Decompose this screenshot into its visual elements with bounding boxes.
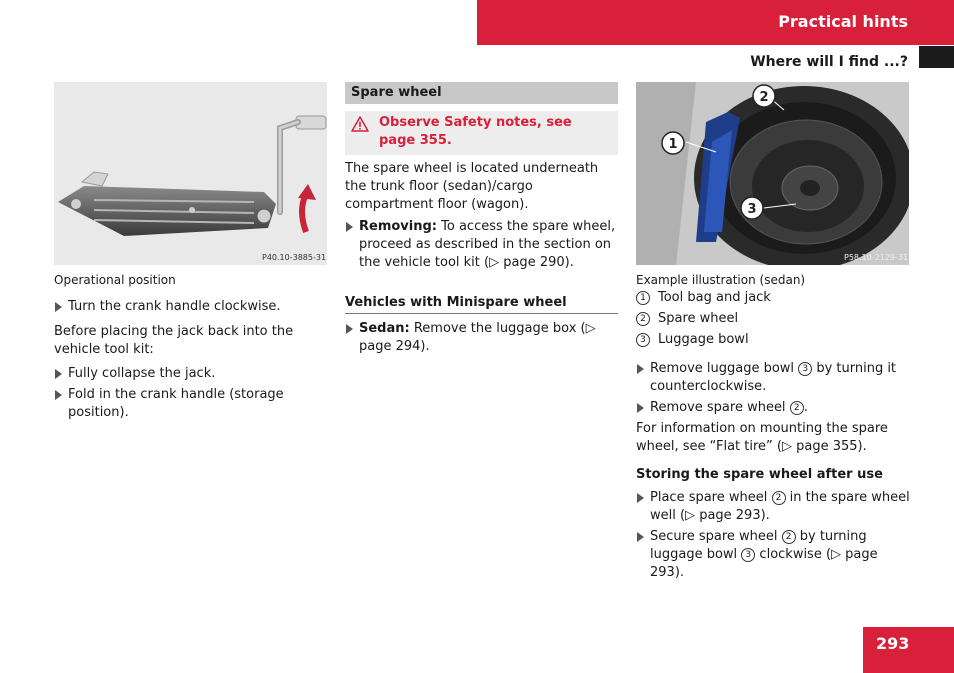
middle-column — [345, 82, 618, 356]
legend-item — [636, 289, 912, 307]
instruction-text: Remove spare wheel — [650, 400, 790, 415]
instruction-text: . — [803, 400, 808, 415]
legend-text: Spare wheel — [658, 311, 739, 326]
callout-number: 3 — [747, 202, 757, 217]
callout-2 — [753, 85, 775, 107]
image-code: P58.10-2129-31 — [844, 253, 909, 262]
jack-illustration — [54, 82, 327, 265]
callout-1 — [662, 132, 684, 154]
callout-number: 2 — [759, 90, 769, 105]
spare-wheel-drawing — [636, 82, 909, 265]
inline-number: 2 — [790, 401, 804, 415]
instruction-bullet — [636, 360, 912, 396]
figure-caption: Operational position — [54, 273, 176, 287]
section-subtitle: Where will I find ...? — [750, 54, 908, 70]
subsection-heading: Storing the spare wheel after use — [636, 467, 883, 482]
inline-number: 2 — [782, 530, 796, 544]
left-column-text — [54, 298, 330, 422]
instruction-bullet: Fold in the crank handle (storage position). — [54, 386, 330, 422]
warning-text-line: Observe Safety notes, see — [379, 115, 572, 130]
legend-text: Luggage bowl — [658, 332, 749, 347]
trunk-illustration — [636, 82, 909, 265]
warning-triangle-icon — [351, 116, 369, 138]
section-heading-spare-wheel: Spare wheel — [345, 82, 618, 104]
instruction-bullet: Turn the crank handle clockwise. — [54, 298, 330, 316]
instruction-text: To access the spare wheel, proceed as described in the section on the vehicle tool kit (▷ page 290). — [359, 219, 616, 270]
safety-warning — [345, 111, 618, 155]
bold-label: Sedan: — [359, 321, 410, 336]
warning-link-page[interactable]: page 355. — [379, 133, 452, 148]
instruction-text: by turning it counterclockwise. — [650, 361, 897, 394]
instruction-text: in the spare wheel well (▷ page 293). — [650, 490, 910, 523]
image-code: P40.10-3885-31 — [262, 253, 327, 262]
callout-number: 1 — [668, 137, 678, 152]
instruction-bullet — [636, 489, 912, 525]
callout-3 — [741, 197, 763, 219]
instruction-bullet — [636, 528, 912, 582]
instruction-text: by turning luggage bowl — [650, 529, 867, 562]
paragraph: For information on mounting the spare wheel, see “Flat tire” (▷ page 355). — [636, 421, 888, 454]
legend-item — [636, 331, 912, 349]
jack-drawing — [54, 82, 327, 265]
paragraph: The spare wheel is located underneath the trunk floor (sedan)/cargo compartment floor (wagon). — [345, 161, 599, 212]
instruction-text: Remove the luggage box (▷ page 294). — [359, 321, 596, 354]
instruction-text: clockwise (▷ page 293). — [650, 547, 878, 580]
inline-number: 2 — [772, 491, 786, 505]
legend-number: 1 — [636, 291, 650, 305]
inline-number: 3 — [741, 548, 755, 562]
instruction-text: Remove luggage bowl — [650, 361, 799, 376]
legend-item — [636, 310, 912, 328]
figure-caption: Example illustration (sedan) — [636, 273, 806, 287]
right-column-text — [636, 289, 912, 582]
instruction-bullet — [636, 399, 912, 417]
chapter-title: Practical hints — [778, 12, 908, 31]
instruction-text: Secure spare wheel — [650, 529, 782, 544]
instruction-bullet — [345, 320, 618, 356]
instruction-bullet: Fully collapse the jack. — [54, 365, 330, 383]
legend-number: 2 — [636, 312, 650, 326]
legend-text: Tool bag and jack — [658, 290, 771, 305]
instruction-text: Place spare wheel — [650, 490, 772, 505]
paragraph: Before placing the jack back into the vehicle tool kit: — [54, 324, 294, 357]
page-number: 293 — [876, 634, 910, 653]
instruction-bullet — [345, 218, 618, 272]
subsection-heading: Vehicles with Minispare wheel — [345, 294, 618, 314]
side-tab-marker — [919, 46, 954, 68]
inline-number: 3 — [798, 362, 812, 376]
bold-label: Removing: — [359, 219, 437, 234]
legend-number: 3 — [636, 333, 650, 347]
